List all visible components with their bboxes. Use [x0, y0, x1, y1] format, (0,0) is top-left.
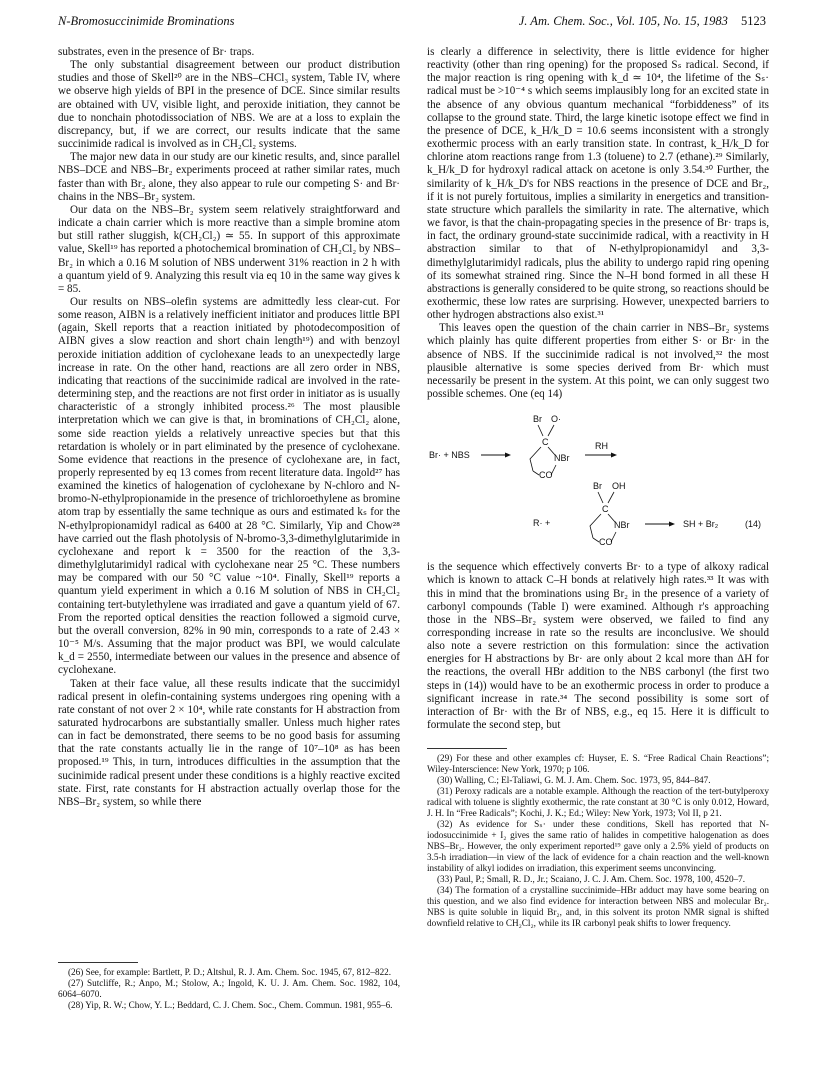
scheme-reactants: Br· + NBS	[429, 450, 470, 461]
footnote: (32) As evidence for Sₛ· under these conditions, Skell has reported that N-iodosuccinimide + I₂ gives the same ratio of halides in competitive halogenation as does NBS–Br₂. However, the only experiment reported¹⁹ gave only a 2.5% yield of products on 3.5-h irradiation—in view of the lack of evidence for a chain reaction and the well-known instability of alkyl iodides on irradiation, this experiment seems unconvincing.	[427, 819, 769, 873]
atom-c: C	[542, 437, 549, 448]
paragraph: Our results on NBS–olefin systems are admittedly less clear-cut. For some reason, AIBN is a relatively inefficient initiator and produces little BPI (again, Skell reports that a reaction initiated by photodecomposition of AIBN gives a slow reaction and short chain length¹⁹) and with benzoyl peroxide initiation addition of cyclohexane leads to an unexpectedly large increase in rate. On the other hand, reactions are all zero order in NBS, indicating that reactions of the succinimide radical are involved in the rate-determining step, and the reactions are not first order in initiator as is usually characteristic of a strongly inhibited process.²⁶ The most plausible interpretation which we can give is that, in brominations of CH₂Cl₂ alone, some side reaction yields a relatively unreactive species but that this retardation is wholely or in part eliminated by the presence of cyclohexane. Some evidence that reactions in the presence of cyclohexane are, in fact, properly represented by eq 13 comes from recent literature data. Ingold²⁷ has examined the kinetics of halogenation of cyclohexane by N-chloro and N-bromo-N-ethylpropionamide in the presence of trichloroethylene as bromine atom trap by essentially the same technique as ours and estimated kₛ for the N-ethylpropionamidyl radical as 6400 at 28 °C. Similarly, Yip and Chow²⁸ have carried out the flash photolysis of N-bromo-3,3-dimethylglutarimide in cyclohexane and report k = 3500 for the reaction of the 3,3-dimethylglutarimidyl radical with cyclohexane near 25 °C. These numbers may be compared with our 50 °C value ~10⁴. Finally, Skell¹⁹ reports a quantum yield experiment in which a 0.16 M solution of NBS in CH₂Cl₂ containing tert-butylethylene was irradiated and gave a quantum yield of 67. From the reported optical densities the reaction followed a sigmoid curve, but the overall conversion, 82% in 90 min, corresponds to a rate of 2.43 × 10⁻⁵ M/s. Assuming that the major product was BPI, we would calculate k_d = 2550, intermediate between our values in the presence and absence of cyclohexane.	[58, 295, 400, 677]
scheme-reactant-2: R· +	[533, 518, 551, 529]
atom-oh: OH	[612, 481, 626, 492]
page-number: 5123	[741, 14, 766, 28]
atom-br-top-2: Br	[593, 481, 602, 492]
paragraph: is clearly a difference in selectivity, there is little evidence for higher reactivity (other than ring opening) for the proposed Sₛ radical. Second, if the major reaction is ring opening with k_d ≃ 10⁴, the lifetime of the Sₛ· radical must be >10⁻⁴ s which seems implausibly long for an excited state in the absence of any obvious quantum mechanical “forbiddeness” of its collapse to the ground state. Third, the large kinetic isotope effect we find in the presence of DCE, k_H/k_D = 10.6 seems inconsistent with a strongly exothermic process with an early transition state. In contrast, k_H/k_D for chlorine atom reactions range from 1.3 (toluene) to 2.7 (ethane).²⁹ Similarly, k_H/k_D for hydroxyl radical attack on acetone is only 3.54.³⁰ Further, the similarity of k_H/k_D's for NBS reactions in the presence of DCE and Br₂, if it is not purely fortuitous, implies a similarity in energetics and transition-state structure which parallels the similarity in rate. The alternative, which we favor, is that the chain-propagating species in the presence of Br· traps is, in fact, the ordinary ground-state succinimide radical, with a reactivity in H abstraction similar to that of N-ethylpropionamidyl and 3,3-dimethylglutarimidyl radicals, plus the ability to undergo rapid ring opening of its somewhat strained ring. Since the N–H bond formed in all these H abstractions is generally considered to be quite strong, so reactions should be exothermic, these low rates are surprising. However, unexpected barriers to other hydrogen abstractions also exist.³¹	[427, 46, 769, 322]
arrow-head-2	[611, 453, 617, 458]
footnote: (26) See, for example: Bartlett, P. D.; Altshul, R. J. Am. Chem. Soc. 1945, 67, 812–822.	[68, 967, 392, 977]
right-column	[427, 46, 769, 732]
footnotes-right	[427, 748, 769, 929]
atom-br-top: Br	[533, 414, 542, 425]
atom-nbr: NBr	[554, 453, 570, 464]
footnote: (33) Paul, P.; Small, R. D., Jr.; Scaiano, J. C. J. Am. Chem. Soc. 1978, 100, 4520–7.	[437, 874, 746, 884]
bond	[598, 492, 603, 503]
running-title: N-Bromosuccinimide Brominations	[58, 14, 235, 28]
footnote: (31) Peroxy radicals are a notable example. Although the reaction of the tert-butylperoxy radical with toluene is slightly exothermic, the rate constant at 30 °C is only 0.012, Howard, J. H. In “Free Radicals”; Kochi, J. K.; Ed.; Wiley: New York, 1973; Vol II, p 21.	[427, 786, 769, 818]
journal-name: J. Am. Chem. Soc., Vol. 105, No. 15, 1983	[518, 14, 728, 28]
ring-bond	[530, 447, 541, 471]
paragraph: Taken at their face value, all these results indicate that the succimidyl radical present in olefin-containing systems undergoes ring opening with a rate constant of not over 2 × 10⁴, while rate constants for H abstraction from saturated hydrocarbons are substantially smaller. Unless much higher rates can in fact be demonstrated, there seems to be no good basis for assuming that the rate constants actually lie in the range of 10⁷–10⁸ as has been proposed.¹⁹ This, in turn, introduces difficulties in the assumption that the sucinimide radical present under these conditions is a highly reactive excited state. First, rate constants for H abstraction actually overlap those for the NBS–Br₂ system, so while there	[58, 677, 400, 808]
footnotes-left	[58, 962, 400, 1011]
footnote-rule	[427, 748, 507, 749]
equation-number: (14)	[745, 519, 762, 530]
paragraph: Our data on the NBS–Br₂ system seem relatively straightforward and indicate a chain carrier which is more reactive than a simple bromine atom but still rather sluggish, k(CH₂Cl₂) ≃ 55. In support of this approximate value, Skell¹⁹ has reported a photochemical bromination of CH₂Cl₂ by NBS–Br₂ in which a 0.16 M solution of NBS underwent 31% reaction in 2 h with a quantum yield of 9. Analyzing this result via eq 10 in the same way gives k = 85.	[58, 203, 400, 295]
running-header	[58, 14, 766, 30]
paragraph: is the sequence which effectively converts Br· to a type of alkoxy radical which is known to attack C–H bonds at relatively high rates.³³ It was with this in mind that the brominations using Br₂ in the presence of a variety of carbonyl compounds (Table I) were examined. Although r's approaching those in the NBS–Br₂ system were observed, we failed to find any corresponding increase in rate so the results are inconclusive. We should also note a severe restriction on this formulation: since the activation energies for H abstractions by Br· are only about 2 kcal more than ΔH for the reactions, the overall HBr addition to the NBS carbonyl (the first two steps in (14)) would have to be an exothermic process in order to produce a significant increase in rate.³⁴ The second possibility is some sort of interaction of Br· with the Br of NBS, e.g., eq 15. Here it is difficult to formulate the second step, but	[427, 561, 769, 732]
atom-co: CO	[539, 470, 553, 481]
journal-citation	[519, 14, 766, 29]
paragraph: The only substantial disagreement between our product distribution studies and those of Skell²⁰ are in the NBS–CHCl₃ system, Table IV, where we observe high yields of BPI in the presence of DCE. Since similar results are obtained with UV, visible light, and peroxide initiation, they cannot be due to nonchain photodissociation of NBS. We are at a loss to explain the discrepancy, but, if we are correct, our results indicate that the same succinimide radical is involved as in CH₂Cl₂ systems.	[58, 59, 400, 151]
left-column	[58, 46, 400, 809]
scheme-drawing	[427, 405, 769, 555]
atom-nbr-2: NBr	[614, 520, 630, 531]
reaction-scheme-eq14	[427, 405, 769, 555]
footnote: (34) The formation of a crystalline succinimide–HBr adduct may have some bearing on this question, and we also find evidence for interaction between NBS and molecular Br₂. NBS is quite soluble in liquid Br₂, and, in this solvent its proton NMR signal is shifted downfield relative to CH₂Cl₂, while its IR carbonyl peak shifts to lower frequency.	[427, 885, 769, 928]
arrow-reagent-rh: RH	[595, 441, 608, 452]
footnote: (29) For these and other examples cf: Huyser, E. S. “Free Radical Chain Reactions”; Wiley-Interscience: New York, 1970; p 106.	[427, 753, 769, 774]
arrow-head-1	[505, 453, 511, 458]
paragraph: substrates, even in the presence of Br· traps.	[58, 46, 255, 58]
bond	[608, 492, 614, 503]
scheme-products: SH + Br₂	[683, 519, 719, 530]
atom-c-2: C	[602, 504, 609, 515]
atom-co-2: CO	[599, 537, 613, 548]
ring-bond	[590, 514, 601, 538]
atom-o-radical: O·	[551, 414, 561, 425]
paragraph: The major new data in our study are our kinetic results, and, since parallel NBS–DCE and NBS–Br₂ experiments proceed at rather similar rates, much faster than with Br₂ alone, they also appear to rule our competing S· and Br· chains in the NBS–Br₂ system.	[58, 151, 400, 203]
footnote: (28) Yip, R. W.; Chow, Y. L.; Beddard, C. J. Chem. Soc., Chem. Commun. 1981, 955–6.	[68, 1000, 393, 1010]
footnote: (27) Sutcliffe, R.; Anpo, M.; Stolow, A.; Ingold, K. U. J. Am. Chem. Soc. 1982, 104, 6064–6070.	[58, 978, 400, 999]
footnote: (30) Walling, C.; El-Taliawi, G. M. J. Am. Chem. Soc. 1973, 95, 844–847.	[437, 775, 711, 785]
footnote-rule	[58, 962, 138, 963]
paragraph: This leaves open the question of the chain carrier in NBS–Br₂ systems which plainly has quite different properties from either S· or Br· in the absence of NBS. If the succinimide radical is not involved,³² the most plausible alternative is some species derived from Br· which must necessarily be present in the system. At this point, we can only suggest two possible schemes. One (eq 14)	[427, 322, 769, 401]
bond	[548, 425, 554, 436]
bond	[538, 425, 543, 436]
arrow-head-3	[669, 522, 675, 527]
